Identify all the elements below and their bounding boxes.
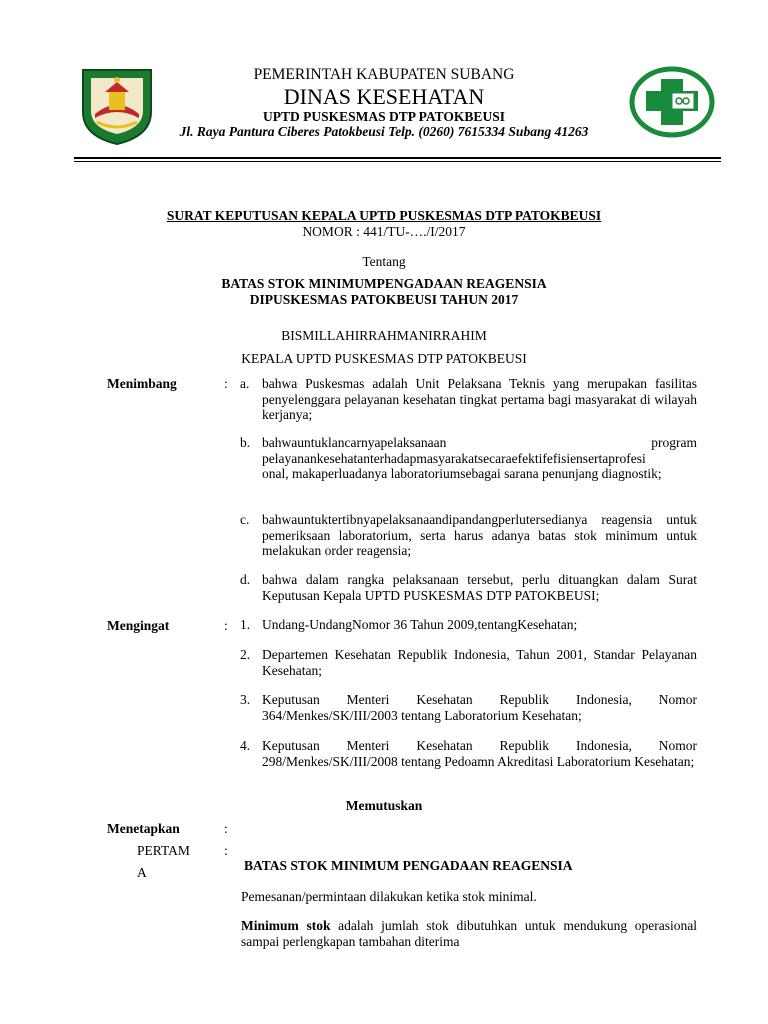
menimbang-a-marker: a. [240,376,250,391]
pertama-label-line1: PERTAM [137,843,190,858]
header-rule-thin [74,161,721,162]
address-line: Jl. Raya Pantura Ciberes Patokbeusi Telp. (0260) 7615334 Subang 41263 [179,124,589,139]
menimbang-b-line1-right: program [651,435,697,450]
menimbang-label: Menimbang [107,376,177,391]
minimum-stok-definition: adalah jumlah stok dibutuhkan untuk mendukung operasional sampai perlengkapan tambahan diterima [241,918,697,949]
menimbang-a-text: bahwa Puskesmas adalah Unit Pelaksana Teknis yang merupakan fasilitas penyelenggara pelayanan kesehatan tingkat pertama bagi masyarakat di wilayah kerjanya; [262,376,697,422]
memutuskan-heading: Memutuskan [345,798,423,813]
mengingat-3-text: Keputusan Menteri Kesehatan Republik Indonesia, Nomor 364/Menkes/SK/III/2003 tentang Laboratorium Kesehatan; [262,692,697,723]
government-name: PEMERINTAH KABUPATEN SUBANG [253,66,515,83]
subject-line-2: DIPUSKESMAS PATOKBEUSI TAHUN 2017 [249,292,519,307]
header-rule-thick [74,157,721,159]
mengingat-1-text: Undang-UndangNomor 36 Tahun 2009,tentangKesehatan; [262,617,578,632]
mengingat-2-marker: 2. [240,647,251,662]
menimbang-d-marker: d. [240,572,251,587]
pertama-colon: : [224,843,228,858]
menimbang-c-text: bahwauntuktertibnyapelaksanaandipandangperlutersedianya reagensia untuk pemeriksaan laboratorium, serta harus adanya batas stok minimum untuk melakukan order reagensia; [262,512,697,558]
basmalah: BISMILLAHIRRAHMANIRRAHIM [281,328,487,343]
menetapkan-colon: : [224,821,228,836]
mengingat-4-text: Keputusan Menteri Kesehatan Republik Indonesia, Nomor 298/Menkes/SK/III/2008 tentang Pedoamn Akreditasi Laboratorium Kesehatan; [262,738,697,769]
puskesmas-cross-icon [628,65,716,139]
pertama-title: BATAS STOK MINIMUM PENGADAAN REAGENSIA [244,858,573,873]
mengingat-3-marker: 3. [240,692,251,707]
pertama-paragraph-1: Pemesanan/permintaan dilakukan ketika stok minimal. [241,889,537,904]
menimbang-d-text: bahwa dalam rangka pelaksanaan tersebut, perlu dituangkan dalam Surat Keputusan Kepala UPTD PUSKESMAS DTP PATOKBEUSI; [262,572,697,603]
document-number: NOMOR : 441/TU-…./I/2017 [302,224,466,239]
menimbang-colon: : [224,376,228,391]
mengingat-label: Mengingat [107,618,170,633]
subject-line-1: BATAS STOK MINIMUMPENGADAAN REAGENSIA [221,276,547,291]
menimbang-b-line1-left: bahwauntuklancarnyapelaksanaan [262,435,447,450]
menetapkan-label: Menetapkan [107,821,180,836]
mengingat-1-marker: 1. [240,617,251,632]
menimbang-b-line2: pelayanankesehatanterhadapmasyarakatsecaraefektifefisiensertaprofesi [262,451,646,466]
tentang-label: Tentang [362,254,406,269]
menimbang-c-marker: c. [240,512,250,527]
mengingat-2-text: Departemen Kesehatan Republik Indonesia, Tahun 2001, Standar Pelayanan Kesehatan; [262,647,697,678]
official-title: KEPALA UPTD PUSKESMAS DTP PATOKBEUSI [241,351,527,366]
minimum-stok-term: Minimum stok [241,918,331,933]
institution-name: UPTD PUSKESMAS DTP PATOKBEUSI [263,109,505,124]
department-name: DINAS KESEHATAN [283,84,485,109]
mengingat-colon: : [224,618,228,633]
mengingat-4-marker: 4. [240,738,251,753]
right-logo [628,65,716,139]
menimbang-b-line3: onal, makaperluadanya laboratoriumsebagai sarana penunjang diagnostik; [262,466,662,481]
menimbang-b-marker: b. [240,435,251,450]
pertama-paragraph-2 [241,918,697,949]
document-title: SURAT KEPUTUSAN KEPALA UPTD PUSKESMAS DTP PATOKBEUSI [166,208,602,223]
pertama-label-line2: A [137,865,147,880]
